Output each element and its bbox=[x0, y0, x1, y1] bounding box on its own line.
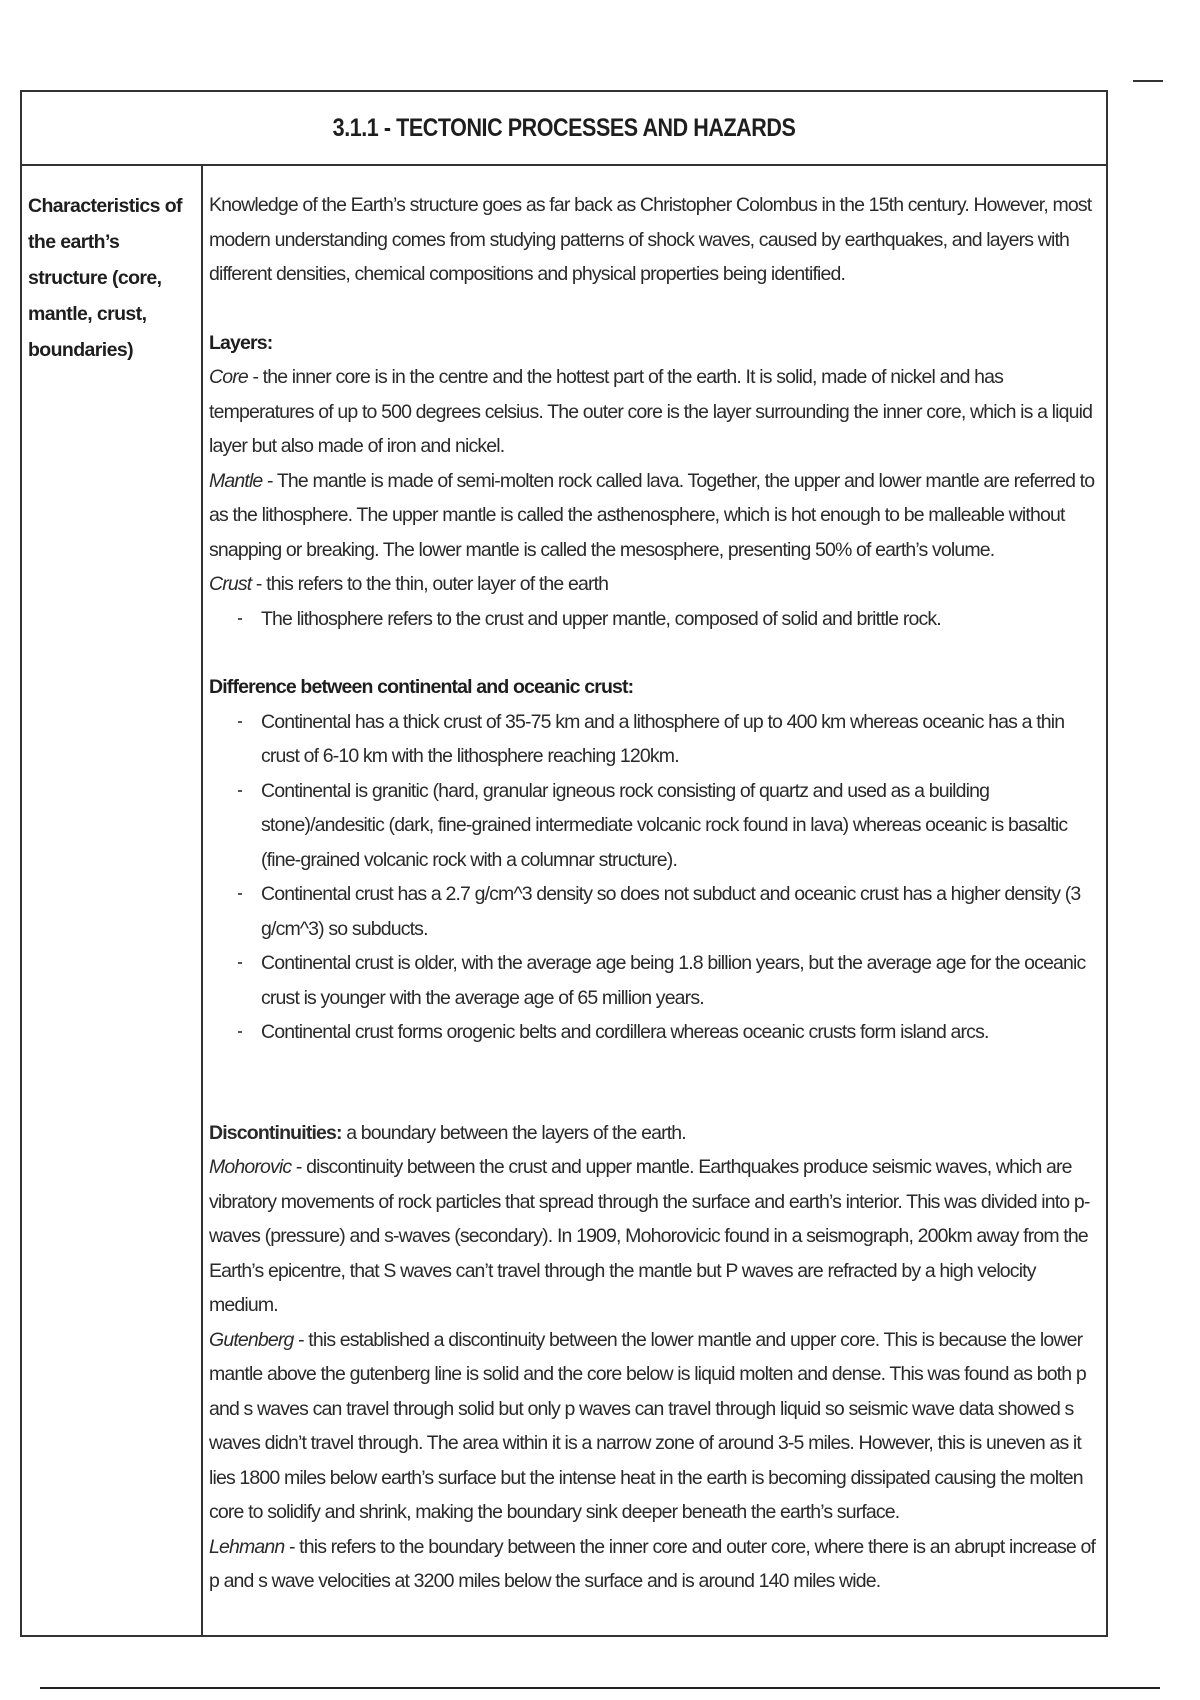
notes-table bbox=[20, 90, 1108, 1637]
lehmann-text: - this refers to the boundary between the inner core and outer core, where there is an abrupt increase of p and s wave velocities at 3200 miles below the surface and is around 140 miles wide. bbox=[209, 1535, 1096, 1592]
mohorovic-text: - discontinuity between the crust and upper mantle. Earthquakes produce seismic waves, which are vibratory movements of rock particles that spread through the surface and earth’s interior. This was divided into p-waves (pressure) and s-waves (secondary). In 1909, Mohorovicic found in a seismograph, 200km away from the Earth’s epicentre, that S waves can’t travel through the mantle but P waves are refracted by a high velocity medium. bbox=[209, 1156, 1090, 1316]
discontinuities-definition: a boundary between the layers of the earth. bbox=[341, 1121, 686, 1144]
page-title: 3.1.1 - TECTONIC PROCESSES AND HAZARDS bbox=[332, 113, 796, 142]
intro-paragraph: Knowledge of the Earth’s structure goes as far back as Christopher Colombus in the 15th century. However, most modern understanding comes from studying patterns of shock waves, caused by earthquakes, and layers with different densities, chemical compositions and physical properties being identified. bbox=[209, 194, 1092, 285]
gutenberg-text: - this established a discontinuity between the lower mantle and upper core. This is because the lower mantle above the gutenberg line is solid and the core below is liquid molten and dense. This was found as both p and s waves can travel through solid but only p waves can travel through liquid so seismic wave data showed s waves didn’t travel through. The area within it is a narrow zone of around 3-5 miles. However, this is uneven as it lies 1800 miles below earth’s surface but the intense heat in the earth is becoming dissipated causing the molten core to solidify and shrink, making the boundary sink deeper beneath the earth’s surface. bbox=[209, 1328, 1086, 1523]
list-item: Continental is granitic (hard, granular igneous rock consisting of quartz and used as a building stone)/andesitic (dark, fine-grained intermediate volcanic rock found in lava) whereas oceanic is basaltic (fine-grained volcanic rock with a columnar structure). bbox=[261, 774, 1100, 878]
crust-bullet-list bbox=[209, 602, 1100, 637]
content-row bbox=[22, 166, 1106, 1635]
lehmann-term: Lehmann bbox=[209, 1535, 285, 1558]
mantle-term: Mantle bbox=[209, 469, 263, 492]
lehmann-paragraph bbox=[209, 1530, 1100, 1599]
list-item: Continental crust has a 2.7 g/cm^3 density so does not subduct and oceanic crust has a higher density (3 g/cm^3) so subducts. bbox=[261, 877, 1100, 946]
gutenberg-term: Gutenberg bbox=[209, 1328, 294, 1351]
discontinuities-paragraph bbox=[209, 1116, 1100, 1151]
list-item: Continental has a thick crust of 35-75 km and a lithosphere of up to 400 km whereas oceanic has a thin crust of 6-10 km with the lithosphere reaching 120km. bbox=[261, 705, 1100, 774]
mohorovic-term: Mohorovic bbox=[209, 1156, 292, 1178]
difference-heading: Difference between continental and oceanic crust: bbox=[209, 676, 634, 698]
layers-heading: Layers: bbox=[209, 331, 273, 354]
core-text: - the inner core is in the centre and the hottest part of the earth. It is solid, made of nickel and has temperatures of up to 500 degrees celsius. The outer core is the layer surrounding the inner core, which is a liquid layer but also made of iron and nickel. bbox=[209, 366, 1093, 457]
discontinuities-heading: Discontinuities: bbox=[209, 1121, 342, 1144]
list-item: Continental crust is older, with the average age being 1.8 billion years, but the average age for the oceanic crust is younger with the average age of 65 million years. bbox=[261, 946, 1100, 1015]
topic-label: Characteristics of the earth’s structure (core, mantle, crust, boundaries) bbox=[28, 195, 182, 361]
core-paragraph bbox=[209, 360, 1100, 464]
title-row bbox=[22, 92, 1106, 166]
topic-cell bbox=[22, 166, 203, 1635]
list-item: The lithosphere refers to the crust and upper mantle, composed of solid and brittle rock. bbox=[261, 602, 1100, 637]
gutenberg-paragraph bbox=[209, 1323, 1100, 1530]
crust-text: - this refers to the thin, outer layer of the earth bbox=[251, 573, 609, 595]
mantle-paragraph bbox=[209, 464, 1100, 568]
mantle-text: - The mantle is made of semi-molten rock called lava. Together, the upper and lower mantle are referred to as the lithosphere. The upper mantle is called the asthenosphere, which is hot enough to be malleable without snapping or breaking. The lower mantle is called the mesosphere, presenting 50% of earth’s volume. bbox=[209, 469, 1095, 561]
corner-dash-mark bbox=[1133, 80, 1163, 82]
bottom-rule bbox=[40, 1687, 1160, 1689]
list-item: Continental crust forms orogenic belts and cordillera whereas oceanic crusts form island arcs. bbox=[261, 1015, 1100, 1050]
difference-bullet-list bbox=[209, 705, 1100, 1050]
notes-cell bbox=[203, 166, 1106, 1635]
core-term: Core bbox=[209, 366, 248, 388]
crust-term: Crust bbox=[209, 573, 252, 595]
mohorovic-paragraph bbox=[209, 1150, 1100, 1323]
crust-paragraph bbox=[209, 567, 1100, 602]
